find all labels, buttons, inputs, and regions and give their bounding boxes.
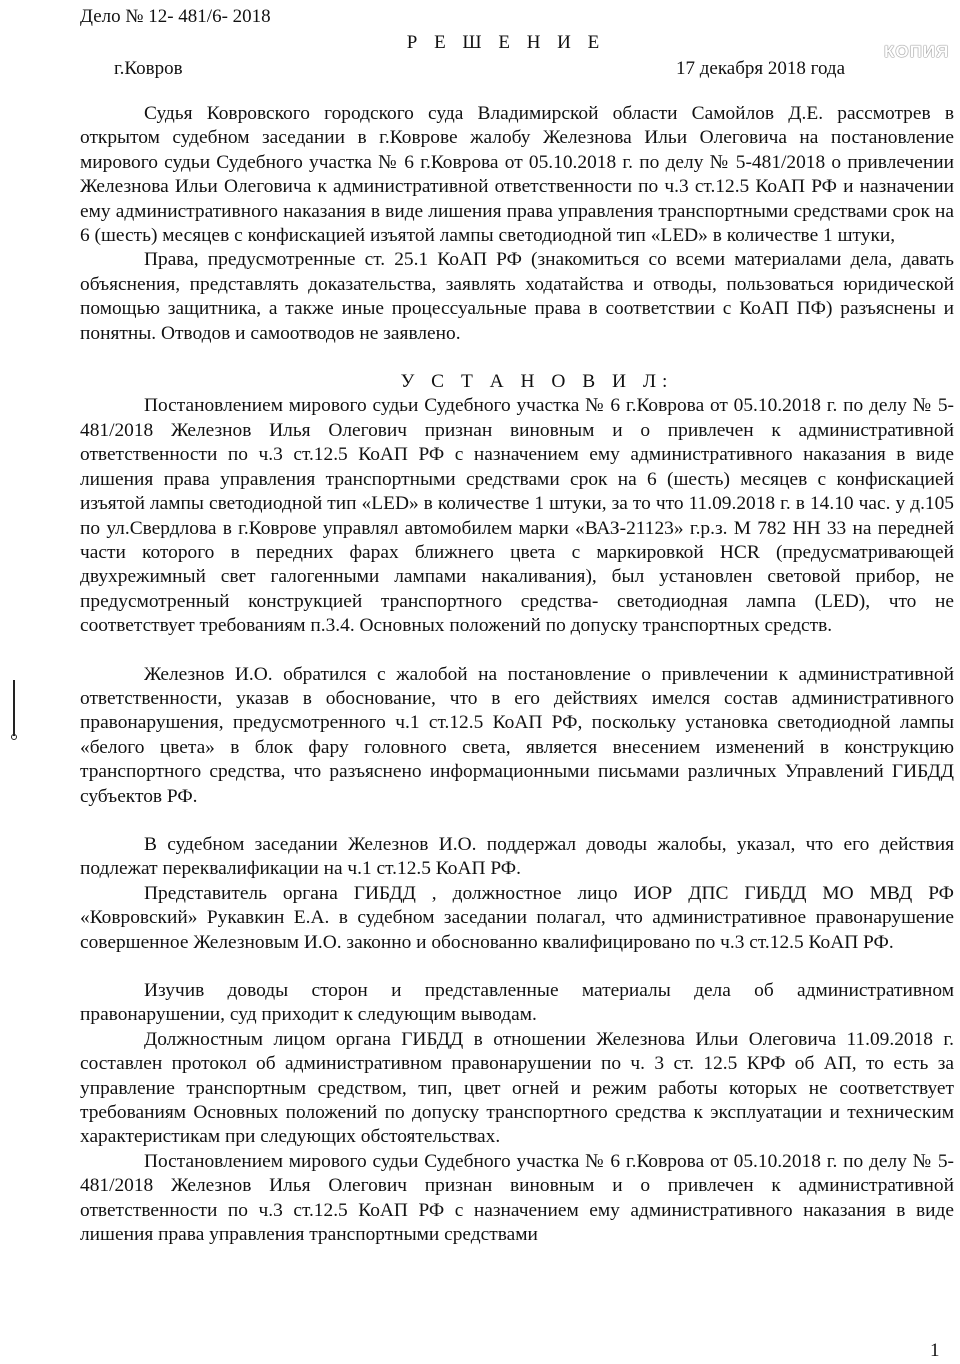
spacer (80, 809, 954, 833)
city: г.Ковров (114, 58, 183, 79)
page-number: 1 (930, 1340, 940, 1361)
copy-stamp: КОПИЯ (884, 42, 950, 61)
spacer (80, 639, 954, 663)
spacer (80, 955, 954, 979)
document-title: Р Е Ш Е Н И Е (406, 32, 606, 53)
margin-pen-mark (13, 680, 15, 736)
established-heading: У С Т А Н О В И Л: (400, 371, 674, 393)
established-paragraph-5: Изучив доводы сторон и представленные материалы дела об административном правонарушении, суд приходит к следующим выводам. (80, 980, 954, 1026)
decision-date: 17 декабря 2018 года (676, 58, 846, 79)
intro-paragraph-1: Судья Ковровского городского суда Владимирской области Самойлов Д.Е. рассмотрев в открытом судебном заседании в г.Коврове жалобу Железнова Ильи Олеговича на постановление мирового судьи Судебного участка № 6 г.Коврова от 05.10.2018 г. по делу № 5-481/2018 о привлечении Железнова Ильи Олеговича к административной ответственности по ч.3 ст.12.5 КоАП РФ и назначении ему административного наказания в виде лишения права управления транспортными средствами срок на 6 (шесть) месяцев с конфискацией изъятой лампы светодиодной тип «LED» в количестве 1 штуки, (80, 103, 954, 247)
intro-paragraph-2: Права, предусмотренные ст. 25.1 КоАП РФ (знакомиться со всеми материалами дела, давать объяснения, представлять доказательства, заявлять ходатайства и отводы, пользоваться юридической помощью защитника, а также иные процессуальные права в соответствии с КоАП ПФ) разъяснены и понятны. Отводов и самоотводов не заявлено. (80, 249, 954, 344)
established-paragraph-7: Постановлением мирового судьи Судебного участка № 6 г.Коврова от 05.10.2018 г. по делу № 5-481/2018 Железнов Илья Олегович признан виновным и о привлечен к административной ответственности по ч.3 ст.12.5 КоАП РФ с назначением ему административного наказания в виде лишения права управления транспортными средствами (80, 1150, 954, 1246)
established-paragraph-2: Железнов И.О. обратился с жалобой на постановление о привлечении к административной ответственности, указав в обоснование, что в его действиях имелся состав административного правонарушения, предусмотренного ч.1 ст.12.5 КоАП РФ, поскольку установка светодиодной лампы «белого цвета» в блок фару головного света, является внесением изменений в конструкцию транспортного средства, что разъяснено информационными письмами различных Управлений ГИБДД субъектов РФ. (80, 663, 954, 807)
established-paragraph-6: Должностным лицом органа ГИБДД в отношении Железнова Ильи Олеговича 11.09.2018 г. составлен протокол об административном правонарушении по ч. 3 ст. 12.5 КРФ об АП, то есть за управление транспортным средством, тип, цвет огней и режим работы которых не соответствует требованиям Основных положений по допуску транспортного средства к эксплуатации и техническим характеристикам при следующих обстоятельствах. (80, 1028, 954, 1148)
spacer (80, 346, 954, 370)
document-body (80, 102, 954, 1247)
case-number: Дело № 12- 481/6- 2018 (80, 6, 271, 27)
established-paragraph-3: В судебном заседании Железнов И.О. поддержал доводы жалобы, указал, что его действия подлежат переквалификации на ч.1 ст.12.5 КоАП РФ. (80, 833, 954, 880)
established-paragraph-4: Представитель органа ГИБДД , должностное лицо ИОР ДПС ГИБДД МО МВД РФ «Ковровский» Рукавкин Е.А. в судебном заседании полагал, что административное правонарушение совершенное Железновым И.О. законно и обоснованно квалифицировано по ч.3 ст.12.5 КоАП РФ. (80, 882, 954, 953)
established-paragraph-1: Постановлением мирового судьи Судебного участка № 6 г.Коврова от 05.10.2018 г. по делу № 5-481/2018 Железнов Илья Олегович признан виновным и о привлечен к административной ответственности по ч.3 ст.12.5 КоАП РФ с назначением ему административного наказания в виде лишения права управления транспортными средствами срок на 6 (шесть) месяцев с конфискацией изъятой лампы светодиодной тип «LED» в количестве 1 штуки, за то что 11.09.2018 г. в 14.10 час. у д.105 по ул.Свердлова в г.Коврове управлял автомобилем марки «ВАЗ-21123» г.р.з. М 782 НН 33 на передней части которого в передних фарах ближнего цвета с маркировкой HCR (предусматривающей двухрежимный свет галогенными лампами накаливания), был установлен световой прибор, не предусмотренный конструкцией транспортного средства- светодиодная лампа (LED), что не соответствует требованиям п.3.4. Основных положений по допуску транспортных средств. (80, 395, 954, 637)
